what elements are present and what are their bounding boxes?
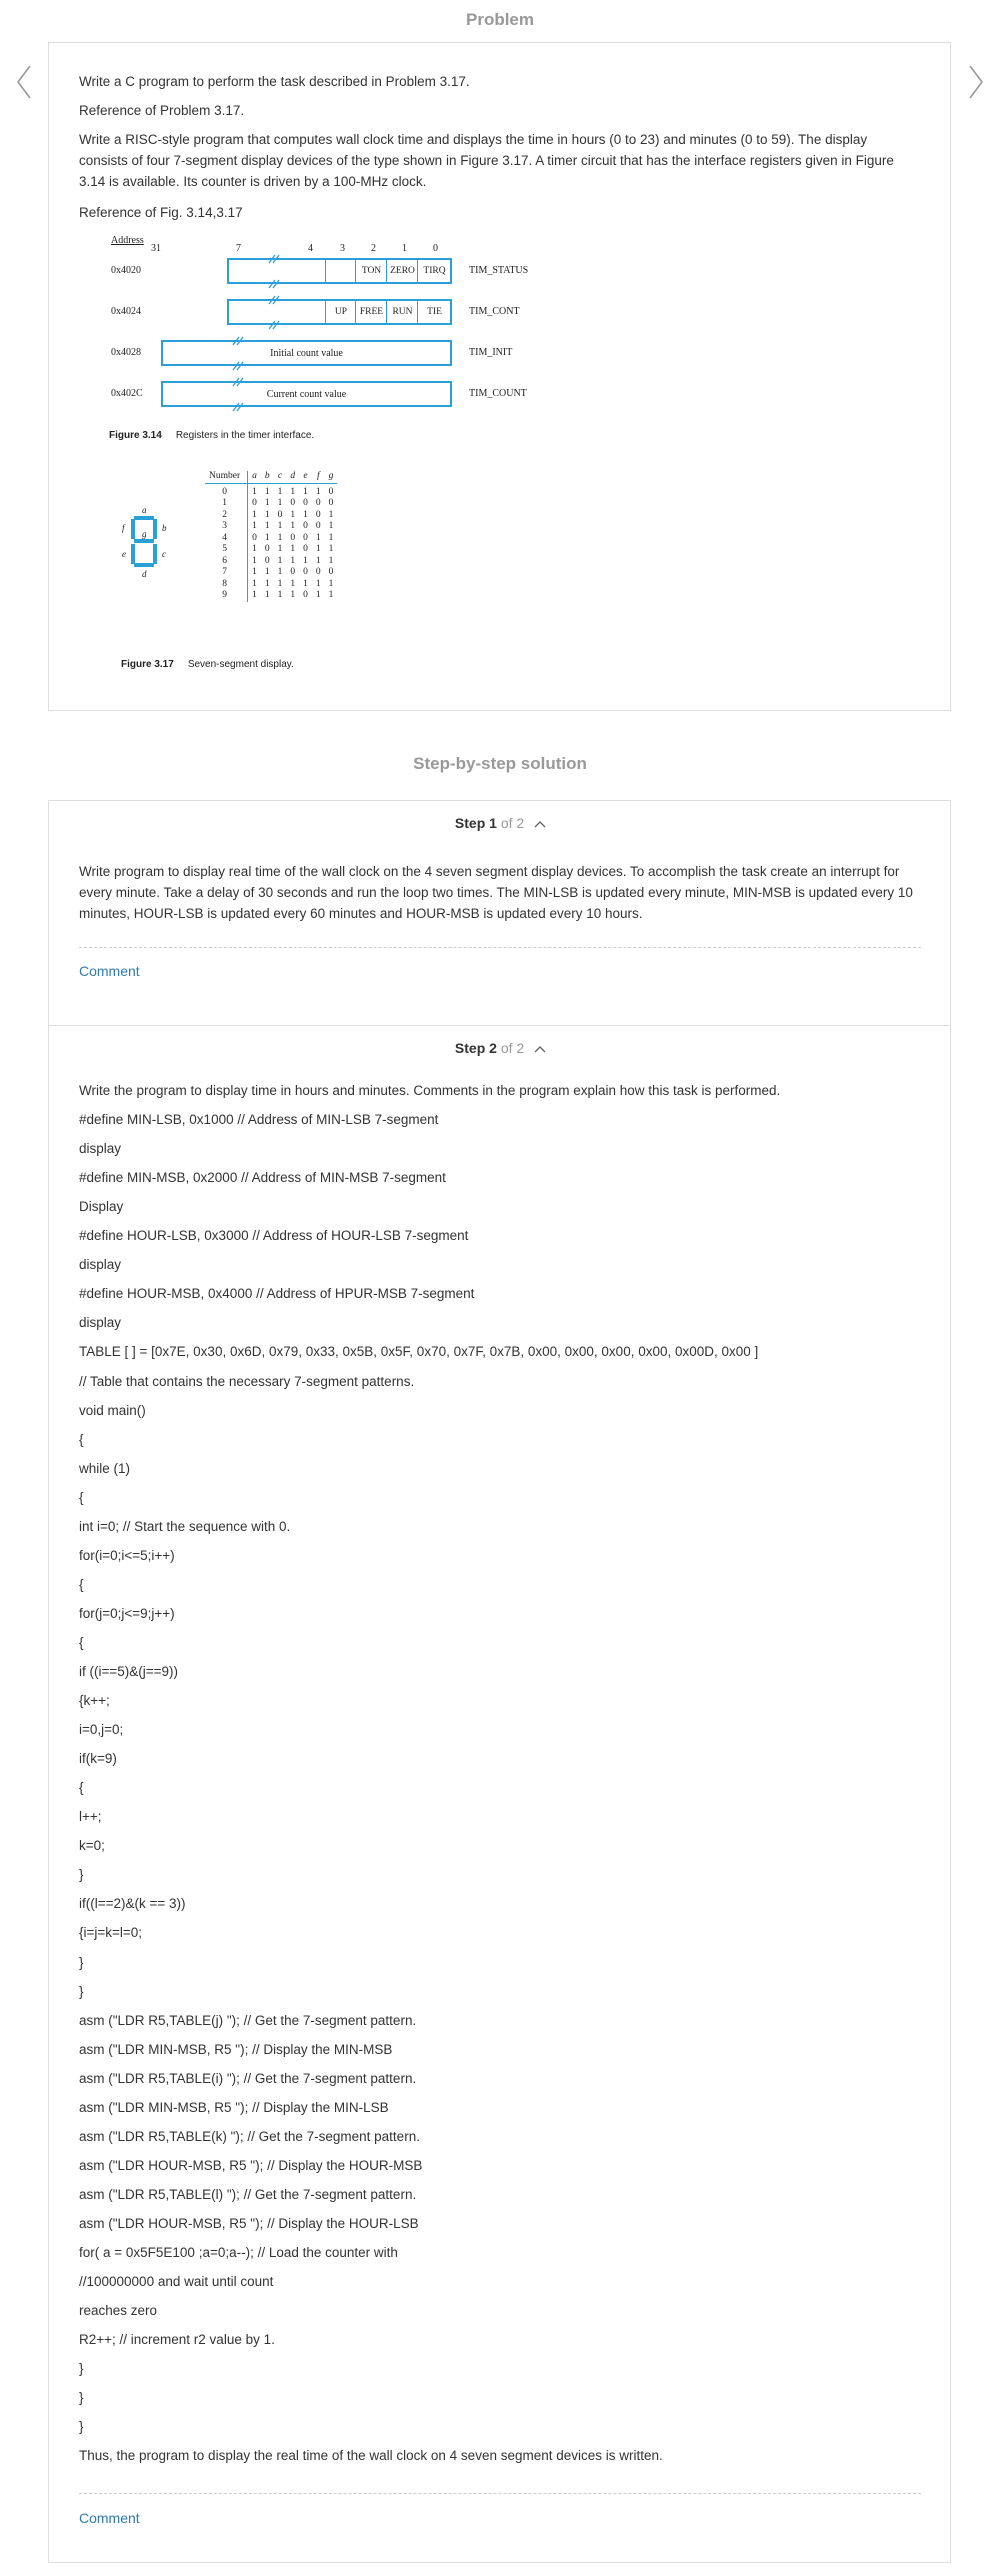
table-cell: 1 <box>277 544 283 554</box>
table-cell: 1 <box>277 521 283 531</box>
code-line: {k++; <box>79 1693 110 1709</box>
table-cell: 1 <box>205 498 248 510</box>
code-line: Display <box>79 1199 124 1215</box>
code-line: } <box>79 1867 84 1883</box>
table-cell: 7 <box>205 567 248 579</box>
bit-number: 4 <box>308 243 313 254</box>
table-cell: 1 <box>252 544 257 554</box>
code-line: if((l==2)&(k == 3)) <box>79 1896 186 1912</box>
step-2-header[interactable] <box>49 1040 952 1056</box>
code-line: l++; <box>79 1809 102 1825</box>
code-line: asm ("LDR MIN-MSB, R5 "); // Display the MIN-MSB <box>79 2041 393 2057</box>
table-row <box>205 544 337 556</box>
step-1-header[interactable] <box>49 815 952 831</box>
table-cell: 1 <box>264 590 270 600</box>
table-cell: 1 <box>264 486 270 497</box>
seven-segment-display <box>115 503 175 593</box>
table-cell: 1 <box>277 555 283 566</box>
table-cell: 1 <box>277 532 283 543</box>
table-cell: 1 <box>290 590 296 600</box>
figure-3-14 <box>79 235 579 485</box>
segment-label-d: d <box>142 569 147 579</box>
code-line: if(k=9) <box>79 1751 117 1767</box>
table-cell: 1 <box>328 544 334 554</box>
code-line: for( a = 0x5F5E100 ;a=0;a--); // Load the counter with <box>79 2245 398 2260</box>
table-cell: 1 <box>303 578 308 589</box>
table-cell: 0 <box>303 544 308 554</box>
step-label: Step 2 <box>454 1040 497 1056</box>
code-line: void main() <box>79 1402 146 1418</box>
table-cell: 0 <box>315 509 321 520</box>
register-name: TIM_CONT <box>469 306 520 317</box>
step-count: of 2 <box>500 1040 525 1056</box>
caption-text: Seven-segment display. <box>187 659 294 670</box>
table-cell: 1 <box>264 532 270 543</box>
divider <box>79 2493 921 2494</box>
bit-number: 0 <box>433 243 438 254</box>
step-label: Step 1 <box>454 815 497 831</box>
table-cell: 1 <box>315 532 321 543</box>
table-row <box>205 590 337 602</box>
table-row <box>205 567 337 579</box>
table-cell: 8 <box>205 579 248 591</box>
chevron-up-icon <box>534 819 546 829</box>
problem-paragraph: Reference of Problem 3.17. <box>79 103 245 118</box>
table-cell: 1 <box>315 544 321 554</box>
table-cell: 1 <box>328 509 334 520</box>
solution-title: Step-by-step solution <box>413 754 587 773</box>
code-line: R2++; // increment r2 value by 1. <box>79 2332 275 2348</box>
bit-number: 2 <box>371 243 376 254</box>
code-line: #define HOUR-MSB, 0x4000 // Address of HPUR-MSB 7-segment <box>79 1286 475 1302</box>
table-cell: 1 <box>252 509 257 520</box>
code-line: { <box>79 1431 84 1447</box>
table-cell: 9 <box>205 590 248 602</box>
table-cell: 1 <box>252 567 257 577</box>
register-address: 0x4020 <box>111 265 141 276</box>
code-line: } <box>79 1954 84 1970</box>
figure-3-14-caption <box>109 430 314 441</box>
table-cell: 0 <box>328 486 334 497</box>
table-cell: 5 <box>205 544 248 556</box>
break-marks <box>79 235 579 425</box>
bit-number: 1 <box>402 243 407 254</box>
table-cell: 1 <box>303 486 308 497</box>
code-line: for(j=0;j<=9;j++) <box>79 1605 175 1621</box>
segment-label-g: g <box>142 529 147 539</box>
table-cell: 1 <box>290 544 296 554</box>
table-cell: 1 <box>303 509 308 520</box>
table-cell: 0 <box>303 532 308 543</box>
code-line: // Table that contains the necessary 7-segment patterns. <box>79 1373 415 1389</box>
code-line: Write the program to display time in hours and minutes. Comments in the program explain how this task is performed. <box>79 1083 781 1098</box>
register-address: 0x402C <box>111 388 143 399</box>
register-tim-count: Current count value <box>161 381 452 407</box>
divider <box>79 947 921 948</box>
table-cell: 0 <box>328 567 334 577</box>
figure-3-17 <box>79 467 479 670</box>
chevron-up-icon <box>534 1044 546 1054</box>
table-header: f <box>312 471 325 483</box>
table-cell: 0 <box>315 498 321 508</box>
register-cell: ZERO <box>386 260 418 282</box>
caption-number: Figure 3.14 <box>109 430 162 441</box>
code-line: if ((i==5)&(j==9)) <box>79 1664 179 1679</box>
problem-paragraph: Write a RISC-style program that computes wall clock time and displays the time in hours (0 to 23) and minutes (0 to 59). The display consists of four 7-segment display devices of the type shown in Figure 3.17. A timer circuit that has the interface registers given in Figure 3.14 is available. Its counter is driven by a 100-MHz clock. <box>79 132 894 189</box>
table-cell: 0 <box>303 590 308 600</box>
code-line: asm ("LDR HOUR-MSB, R5 "); // Display the HOUR-LSB <box>79 2215 419 2231</box>
code-line: display <box>79 1141 122 1157</box>
table-header: a <box>248 471 261 483</box>
register-address: 0x4028 <box>111 347 141 358</box>
table-cell: 1 <box>290 521 296 531</box>
problem-paragraph: Write a C program to perform the task described in Problem 3.17. <box>79 74 470 89</box>
table-cell: 6 <box>205 556 248 568</box>
table-cell: 1 <box>264 521 270 531</box>
problem-title: Problem <box>465 10 535 29</box>
chevron-left-icon <box>8 52 38 112</box>
code-line: for(i=0;i<=5;i++) <box>79 1547 175 1563</box>
table-cell: 0 <box>264 555 270 566</box>
table-cell: 0 <box>264 544 270 554</box>
code-line: reaches zero <box>79 2303 158 2319</box>
code-line: #define MIN-MSB, 0x2000 // Address of MIN-MSB 7-segment <box>79 1170 446 1186</box>
code-line: { <box>79 1489 84 1505</box>
table-header: Number <box>205 471 248 483</box>
previous-button[interactable] <box>8 52 48 112</box>
chevron-right-icon <box>962 52 992 112</box>
table-cell: 1 <box>315 555 321 566</box>
table-cell: 1 <box>315 578 321 589</box>
code-line: asm ("LDR R5,TABLE(k) "); // Get the 7-segment pattern. <box>79 2128 420 2144</box>
figure-3-17-caption <box>121 659 294 670</box>
comment-link[interactable]: Comment <box>79 2510 140 2526</box>
table-cell: 1 <box>328 578 334 589</box>
segment-label-f: f <box>122 523 125 533</box>
table-cell: 0 <box>315 521 321 531</box>
table-cell: 1 <box>264 509 270 520</box>
code-line: asm ("LDR HOUR-MSB, R5 "); // Display the HOUR-MSB <box>79 2157 423 2173</box>
bit-number: 7 <box>236 243 241 254</box>
code-line: } <box>79 1983 84 1999</box>
table-header: g <box>325 471 338 483</box>
bit-number: 3 <box>340 243 345 254</box>
table-cell: 1 <box>315 590 321 600</box>
table-cell: 1 <box>277 498 283 508</box>
register-cell: RUN <box>386 301 418 323</box>
register-name: TIM_STATUS <box>469 265 529 276</box>
table-cell: 1 <box>252 590 257 600</box>
register-cell: UP <box>325 301 356 323</box>
address-header: Address <box>111 235 144 246</box>
table-cell: 1 <box>303 555 308 566</box>
table-header: e <box>299 471 312 483</box>
table-cell: 1 <box>277 567 283 577</box>
register-cell: TIRQ <box>417 260 451 282</box>
table-cell: 1 <box>328 521 334 531</box>
table-cell: 1 <box>264 578 270 589</box>
step-1-card <box>48 800 951 1026</box>
code-line: { <box>79 1780 84 1796</box>
code-line: TABLE [ ] = [0x7E, 0x30, 0x6D, 0x79, 0x33, 0x5B, 0x5F, 0x70, 0x7F, 0x7B, 0x00, 0x00, 0x00, 0x00, 0x00D, 0x00 ] <box>79 1344 759 1360</box>
table-cell: 3 <box>205 521 248 533</box>
table-cell: 0 <box>290 532 296 543</box>
caption-text: Registers in the timer interface. <box>175 430 315 441</box>
register-cell: FREE <box>355 301 387 323</box>
table-row <box>205 533 337 545</box>
caption-number: Figure 3.17 <box>121 659 174 670</box>
register-cell: TON <box>355 260 387 282</box>
table-cell: 0 <box>205 483 248 498</box>
code-line: k=0; <box>79 1838 105 1854</box>
table-cell: 1 <box>277 590 283 600</box>
table-cell: 1 <box>290 486 296 497</box>
table-row <box>205 521 337 533</box>
code-line: { <box>79 1576 84 1592</box>
register-name: TIM_INIT <box>469 347 513 358</box>
segment-label-c: c <box>162 549 166 559</box>
table-cell: 1 <box>290 555 296 566</box>
table-cell: 1 <box>252 486 257 497</box>
code-line: {i=j=k=l=0; <box>79 1925 143 1941</box>
code-line: { <box>79 1634 84 1650</box>
code-line: asm ("LDR R5,TABLE(l) "); // Get the 7-segment pattern. <box>79 2186 417 2202</box>
code-line: asm ("LDR R5,TABLE(j) "); // Get the 7-segment pattern. <box>79 2012 417 2028</box>
table-cell: 0 <box>328 498 334 508</box>
table-cell: 0 <box>277 509 283 520</box>
step-2-card <box>48 1025 951 2563</box>
code-line: i=0,j=0; <box>79 1722 124 1738</box>
bit-number: 31 <box>151 243 161 254</box>
code-line: } <box>79 2361 84 2377</box>
table-cell: 0 <box>252 498 257 508</box>
seven-segment-table <box>205 471 337 602</box>
table-cell: 1 <box>328 532 334 543</box>
table-row <box>205 498 337 510</box>
table-cell: 0 <box>252 532 257 543</box>
comment-link[interactable]: Comment <box>79 963 140 979</box>
segment-label-e: e <box>122 549 126 559</box>
step-1-paragraph: Write program to display real time of the wall clock on the 4 seven segment display devices. To accomplish the task create an interrupt for every minute. Take a delay of 30 seconds and run the loop two times. The MIN-LSB is updated every minute, MIN-MSB is updated every 10 minutes, HOUR-LSB is updated every 60 minutes and HOUR-MSB is updated every 10 hours. <box>79 864 913 921</box>
code-line: asm ("LDR R5,TABLE(i) "); // Get the 7-segment pattern. <box>79 2070 417 2086</box>
table-cell: 1 <box>277 486 283 497</box>
code-line: asm ("LDR MIN-MSB, R5 "); // Display the MIN-LSB <box>79 2099 389 2115</box>
table-cell: 0 <box>303 567 308 577</box>
register-cell: TIE <box>417 301 451 323</box>
table-cell: 0 <box>290 498 296 508</box>
table-row <box>205 483 337 498</box>
code-line: #define MIN-LSB, 0x1000 // Address of MIN-LSB 7-segment <box>79 1112 439 1128</box>
table-cell: 1 <box>264 567 270 577</box>
table-cell: 0 <box>303 498 308 508</box>
step-count: of 2 <box>500 815 525 831</box>
table-header: d <box>286 471 299 483</box>
table-row <box>205 579 337 591</box>
table-cell: 0 <box>315 567 321 577</box>
table-row <box>205 510 337 522</box>
table-cell: 1 <box>264 498 270 508</box>
table-cell: 4 <box>205 533 248 545</box>
table-row <box>205 556 337 568</box>
table-cell: 1 <box>290 509 296 520</box>
code-line: display <box>79 1315 122 1331</box>
table-cell: 1 <box>315 486 321 497</box>
code-line: //100000000 and wait until count <box>79 2274 274 2290</box>
code-line: #define HOUR-LSB, 0x3000 // Address of HOUR-LSB 7-segment <box>79 1228 469 1244</box>
code-line: } <box>79 2419 84 2435</box>
table-cell: 1 <box>328 590 334 600</box>
code-line: } <box>79 2390 84 2406</box>
table-cell: 2 <box>205 510 248 522</box>
table-cell: 1 <box>252 555 257 566</box>
register-tim-init: Initial count value <box>161 340 452 366</box>
code-line: display <box>79 1257 122 1273</box>
problem-paragraph: Reference of Fig. 3.14,3.17 <box>79 205 243 220</box>
code-line: while (1) <box>79 1460 131 1476</box>
segment-label-a: a <box>142 505 147 515</box>
table-cell: 0 <box>303 521 308 531</box>
table-cell: 1 <box>252 578 257 589</box>
table-header: b <box>261 471 274 483</box>
table-cell: 0 <box>290 567 296 577</box>
problem-card <box>48 42 951 711</box>
table-cell: 1 <box>277 578 283 589</box>
register-address: 0x4024 <box>111 306 141 317</box>
table-cell: 1 <box>328 555 334 566</box>
next-button[interactable] <box>962 52 1000 112</box>
register-name: TIM_COUNT <box>469 388 527 399</box>
segment-label-b: b <box>162 523 167 533</box>
code-line: int i=0; // Start the sequence with 0. <box>79 1518 291 1534</box>
code-line: Thus, the program to display the real time of the wall clock on 4 seven segment devices is written. <box>79 2448 663 2464</box>
table-header: c <box>274 471 287 483</box>
table-cell: 1 <box>290 578 296 589</box>
table-cell: 1 <box>252 521 257 531</box>
